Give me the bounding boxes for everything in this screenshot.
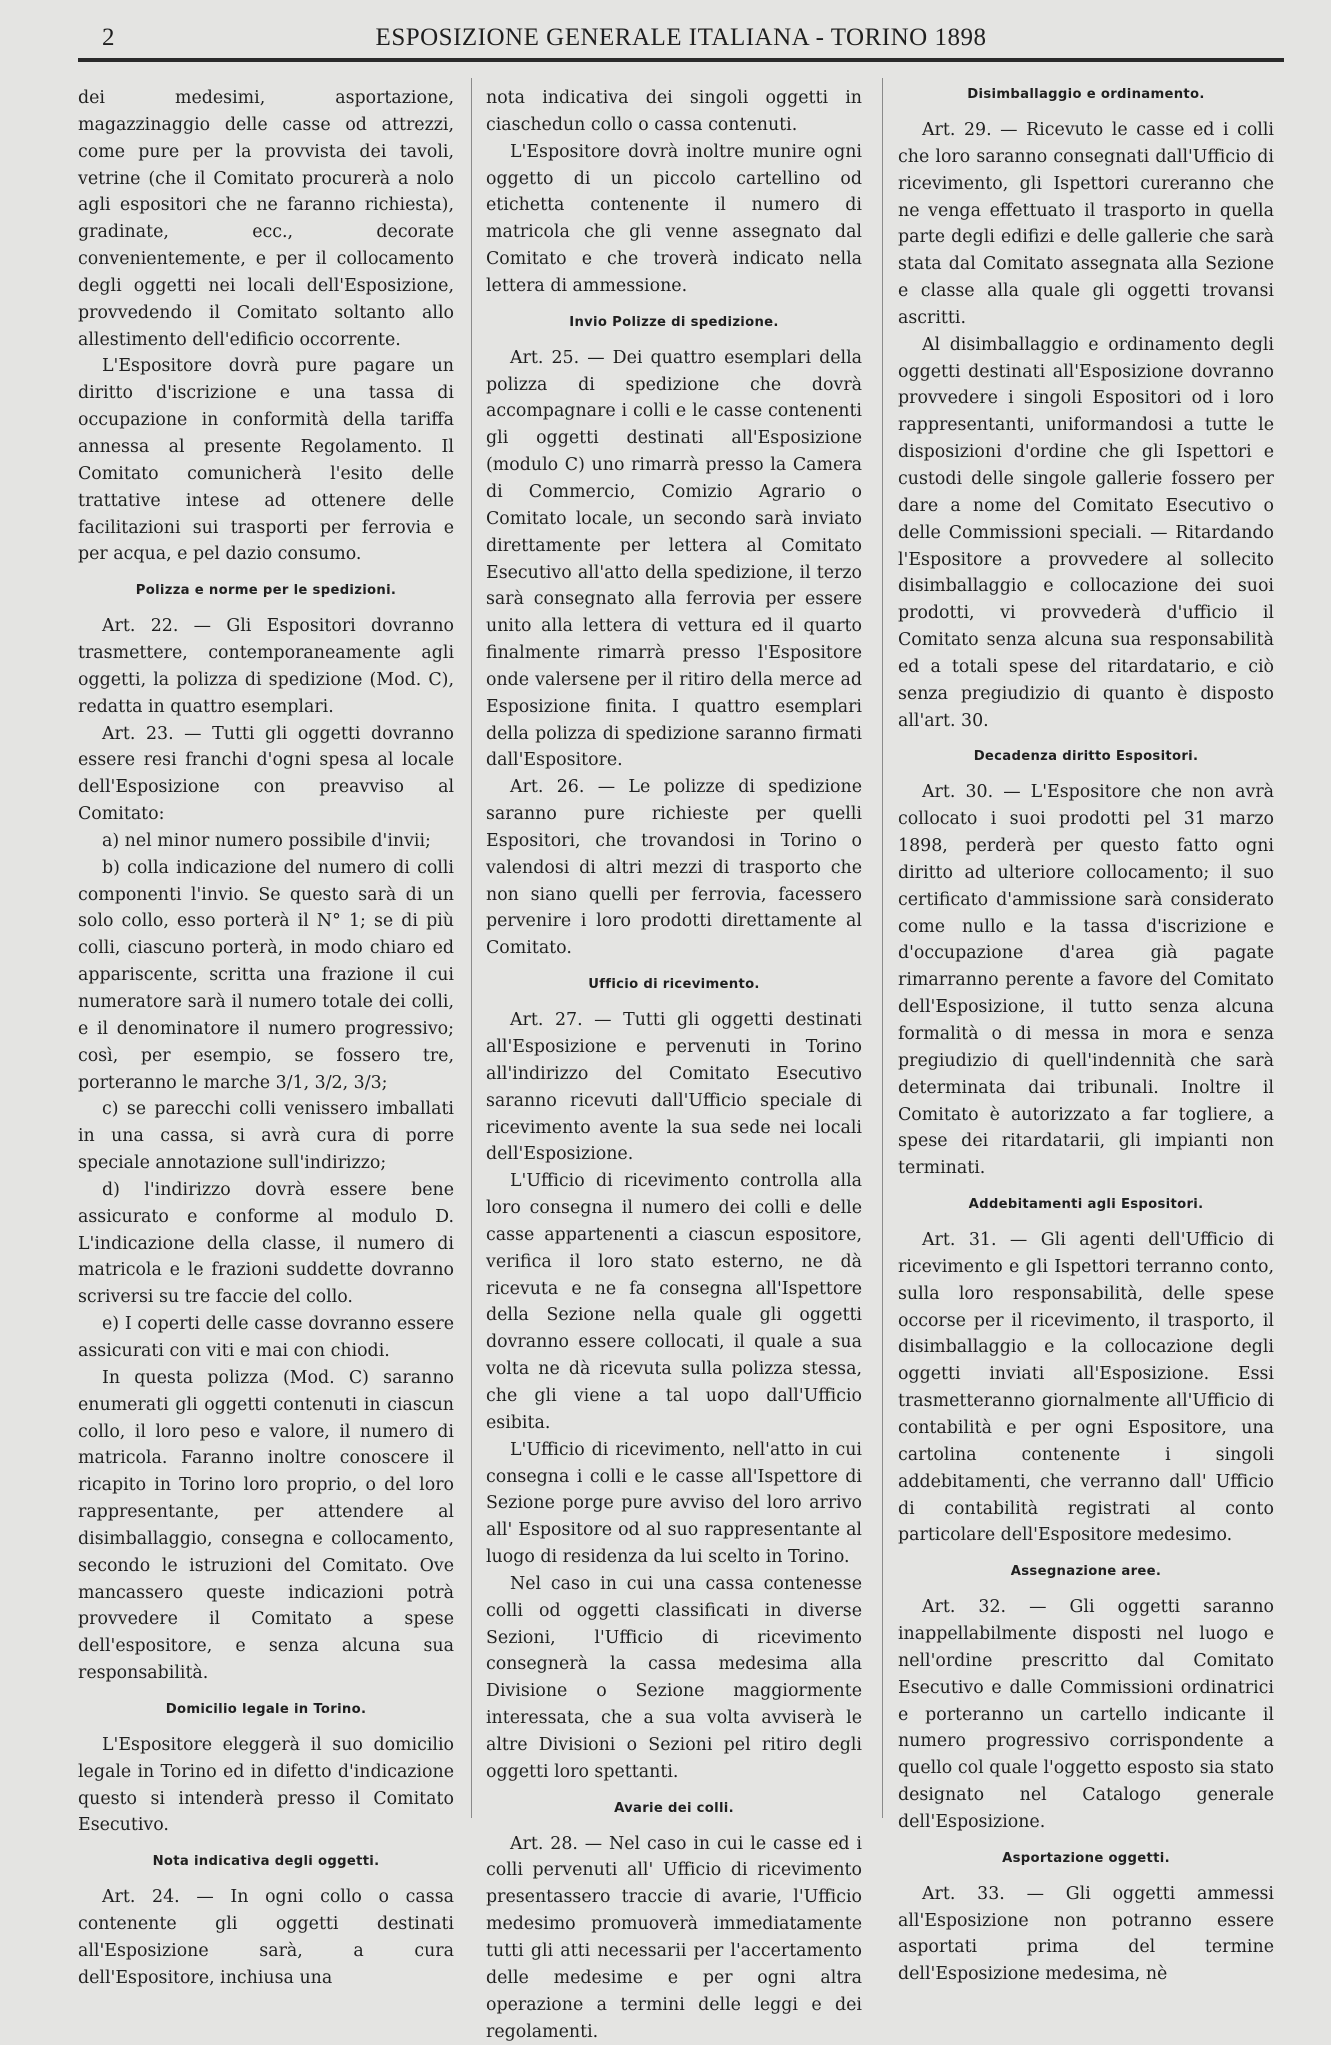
paragraph: Art. 32. — Gli oggetti saranno inappellabilmente disposti nel luogo e nell'ordine prescritto dal Comitato Esecutivo e dalle Commissioni ordinatrici e porteranno un cartello indicante il numero progressivo corrispondente a quello col quale l'oggetto esposto sia stato designato nel Catalogo generale dell'Esposizione. xyxy=(898,1597,1274,1832)
section-heading: Domicilio legale in Torino. xyxy=(165,1701,367,1717)
column-left xyxy=(78,85,454,1992)
section-heading: Asportazione oggetti. xyxy=(1002,1850,1170,1866)
paragraph: Art. 28. — Nel caso in cui le casse ed i colli pervenuti all' Ufficio di ricevimento presentassero traccie di avarie, l'Ufficio medesimo promuoverà immediatamente tutti gli atti necessarii per l'accertamento delle medesime e per ogni altra operazione a termini delle leggi e dei regolamenti. xyxy=(486,1833,862,2042)
paragraph: a) nel minor numero possibile d'invii; xyxy=(102,830,431,851)
paragraph: Art. 33. — Gli oggetti ammessi all'Esposizione non potranno essere asportati prima del termine dell'Esposizione medesima, nè xyxy=(898,1883,1274,1985)
paragraph: e) I coperti delle casse dovranno essere assicurati con viti e mai con chiodi. xyxy=(78,1314,454,1361)
paragraph: L'Espositore eleggerà il suo domicilio legale in Torino ed in difetto d'indicazione questo si intenderà presso il Comitato Esecutivo. xyxy=(78,1734,454,1836)
paragraph: Art. 25. — Dei quattro esemplari della polizza di spedizione che dovrà accompagnare i colli e le casse contenenti gli oggetti destinati all'Esposizione (modulo C) uno rimarrà presso la Camera di Commercio, Comizio Agrario o Comitato locale, un secondo sarà inviato direttamente per lettera al Comitato Esecutivo all'atto della spedizione, il terzo sarà consegnato alla ferrovia per essere unito alla lettera di vettura ed il quarto finalmente rimarrà presso l'Espositore onde valersene per il ritiro della merce ad Esposizione finita. I quattro esemplari della polizza di spedizione saranno firmati dall'Espositore. xyxy=(486,347,862,771)
column-middle xyxy=(486,85,862,2045)
header-rule xyxy=(78,58,1284,62)
paragraph: L'Espositore dovrà pure pagare un diritto d'iscrizione e una tassa di occupazione in conformità della tariffa annessa al presente Regolamento. Il Comitato comunicherà l'esito delle trattative intese ad ottenere delle facilitazioni sui trasporti per ferrovia e per acqua, e pel dazio consumo. xyxy=(78,356,454,565)
section-heading: Polizza e norme per le spedizioni. xyxy=(135,583,397,599)
running-title: ESPOSIZIONE GENERALE ITALIANA - TORINO 1898 xyxy=(375,24,987,51)
section-heading: Addebitamenti agli Espositori. xyxy=(968,1197,1204,1213)
section-heading: Assegnazione aree. xyxy=(1010,1564,1162,1580)
paragraph: L'Ufficio di ricevimento, nell'atto in cui consegna i colli e le casse all'Ispettore di Sezione porge pure avviso del loro arrivo all' Espositore od al suo rappresentante al luogo di residenza da lui scelto in Torino. xyxy=(486,1439,862,1568)
paragraph: Art. 23. — Tutti gli oggetti dovranno essere resi franchi d'ogni spesa al locale dell'Esposizione con preavviso al Comitato: xyxy=(78,723,454,825)
paragraph: Al disimballaggio e ordinamento degli oggetti destinati all'Esposizione dovranno provvedere i singoli Espositori od i loro rappresentanti, uniformandosi a tutte le disposizioni d'ordine che gli Ispettori e custodi delle singole gallerie fossero per dare a nome del Comitato Esecutivo o delle Commissioni speciali. — Ritardando l'Espositore a provvedere al sollecito disimballaggio e collocazione dei suoi prodotti, vi provvederà d'ufficio il Comitato senza alcuna sua responsabilità ed a totali spese del ritardatario, e ciò senza pregiudizio di quanto è disposto all'art. 30. xyxy=(898,334,1274,731)
column-divider xyxy=(471,78,472,1818)
section-heading: Disimballaggio e ordinamento. xyxy=(967,87,1205,102)
paragraph: nota indicativa dei singoli oggetti in ciaschedun collo o cassa contenuti. xyxy=(486,88,862,135)
page-number: 2 xyxy=(102,24,115,51)
paragraph: L'Ufficio di ricevimento controlla alla loro consegna il numero dei colli e delle casse appartenenti a ciascun espositore, verifica il loro stato esterno, ne dà ricevuta e ne fa consegna all'Ispettore della Sezione nella quale gli oggetti dovranno essere collocati, il quale a sua volta ne dà ricevuta sulla polizza stessa, che gli viene a tal uopo dall'Ufficio esibita. xyxy=(486,1171,862,1433)
page-header xyxy=(78,18,1284,58)
section-heading: Decadenza diritto Espositori. xyxy=(973,749,1199,765)
paragraph: c) se parecchi colli venissero imballati in una cassa, si avrà cura di porre speciale annotazione sull'indirizzo; xyxy=(78,1099,454,1174)
column-right xyxy=(898,85,1274,1988)
paragraph: L'Espositore dovrà inoltre munire ogni oggetto di un piccolo cartellino od etichetta contenente il numero di matricola che gli venne assegnato dal Comitato e che troverà indicato nella lettera di ammessione. xyxy=(486,141,862,296)
section-heading: Invio Polizze di spedizione. xyxy=(569,314,779,330)
section-heading: Ufficio di ricevimento. xyxy=(588,977,760,993)
paragraph: Art. 22. — Gli Espositori dovranno trasmettere, contemporaneamente agli oggetti, la polizza di spedizione (Mod. C), redatta in quattro esemplari. xyxy=(78,616,454,717)
paragraph: Art. 29. — Ricevuto le casse ed i colli che loro saranno consegnati dall'Ufficio di ricevimento, gli Ispettori cureranno che ne venga effettuato il trasporto in quella parte degli edifizi e delle gallerie che sarà stata dal Comitato assegnata alla Sezione e classe alla quale gli oggetti trovansi ascritti. xyxy=(898,120,1274,328)
section-heading: Avarie dei colli. xyxy=(614,1800,734,1816)
paragraph: Art. 27. — Tutti gli oggetti destinati all'Esposizione e pervenuti in Torino all'indirizzo del Comitato Esecutivo saranno ricevuti dall'Ufficio speciale di ricevimento avente la sua sede nei locali dell'Esposizione. xyxy=(486,1010,862,1165)
section-heading: Nota indicativa degli oggetti. xyxy=(152,1854,380,1870)
paragraph: dei medesimi, asportazione, magazzinaggio delle casse od attrezzi, come pure per la provvista dei tavoli, vetrine (che il Comitato procurerà a nolo agli espositori che ne faranno richiesta), gradinate, ecc., decorate convenientemente, e per il collocamento degli oggetti nei locali dell'Esposizione, provvedendo il Comitato soltanto allo allestimento dell'edificio occorrente. xyxy=(78,88,454,350)
paragraph: In questa polizza (Mod. C) saranno enumerati gli oggetti contenuti in ciascun collo, il loro peso e valore, il numero di matricola. Faranno inoltre conoscere il ricapito in Torino loro proprio, o del loro rappresentante, per attendere al disimballaggio, consegna e collocamento, secondo le istruzioni del Comitato. Ove mancassero queste indicazioni potrà provvedere il Comitato a spese dell'espositore, e senza alcuna sua responsabilità. xyxy=(78,1367,454,1684)
column-divider xyxy=(882,78,883,1818)
paragraph: Art. 30. — L'Espositore che non avrà collocato i suoi prodotti pel 31 marzo 1898, perderà per questo fatto ogni diritto ad ulteriore collocamento; il suo certificato d'ammissione sarà considerato come nullo e la tassa d'iscrizione e d'occupazione d'area già pagate rimarranno perente a favore del Comitato dell'Esposizione, il tutto senza alcuna formalità o di messa in mora e senza pregiudizio di quell'indennità che sarà determinata dai tribunali. Inoltre il Comitato è autorizzato a far togliere, a spese dei ritardatarii, gli impianti non terminati. xyxy=(898,782,1274,1179)
paragraph: d) l'indirizzo dovrà essere bene assicurato e conforme al modulo D. L'indicazione della classe, il numero di matricola e le frazioni suddette dovranno scriversi su tre faccie del collo. xyxy=(78,1179,454,1308)
paragraph: Art. 24. — In ogni collo o cassa contenente gli oggetti destinati all'Esposizione sarà, a cura dell'Espositore, inchiusa una xyxy=(78,1887,454,1988)
paragraph: Art. 26. — Le polizze di spedizione saranno pure richieste per quelli Espositori, che trovandosi in Torino o valendosi di altri mezzi di trasporto che non siano quelli per ferrovia, facessero pervenire i loro prodotti direttamente al Comitato. xyxy=(486,777,862,959)
paragraph: Art. 31. — Gli agenti dell'Ufficio di ricevimento e gli Ispettori terranno conto, sulla loro responsabilità, delle spese occorse per il ricevimento, il trasporto, il disimballaggio e la collocazione degli oggetti inviati all'Esposizione. Essi trasmetteranno giornalmente all'Ufficio di contabilità e per ogni Espositore, una cartolina contenente i singoli addebitamenti, che verranno dall' Ufficio di contabilità registrati al conto particolare dell'Espositore medesimo. xyxy=(898,1230,1274,1546)
paragraph: Nel caso in cui una cassa contenesse colli od oggetti classificati in diverse Sezioni, l'Ufficio di ricevimento consegnerà la cassa medesima alla Divisione o Sezione maggiormente interessata, che a sua volta avviserà le altre Divisioni o Sezioni pel ritiro degli oggetti loro spettanti. xyxy=(486,1573,862,1782)
paragraph: b) colla indicazione del numero di colli componenti l'invio. Se questo sarà di un solo collo, esso porterà il N° 1; se di più colli, ciascuno porterà, in modo chiaro ed appariscente, scritta una frazione il cui numeratore sarà il numero totale dei colli, e il denominatore il numero progressivo; così, per esempio, se fossero tre, porteranno le marche 3/1, 3/2, 3/3; xyxy=(78,857,454,1093)
